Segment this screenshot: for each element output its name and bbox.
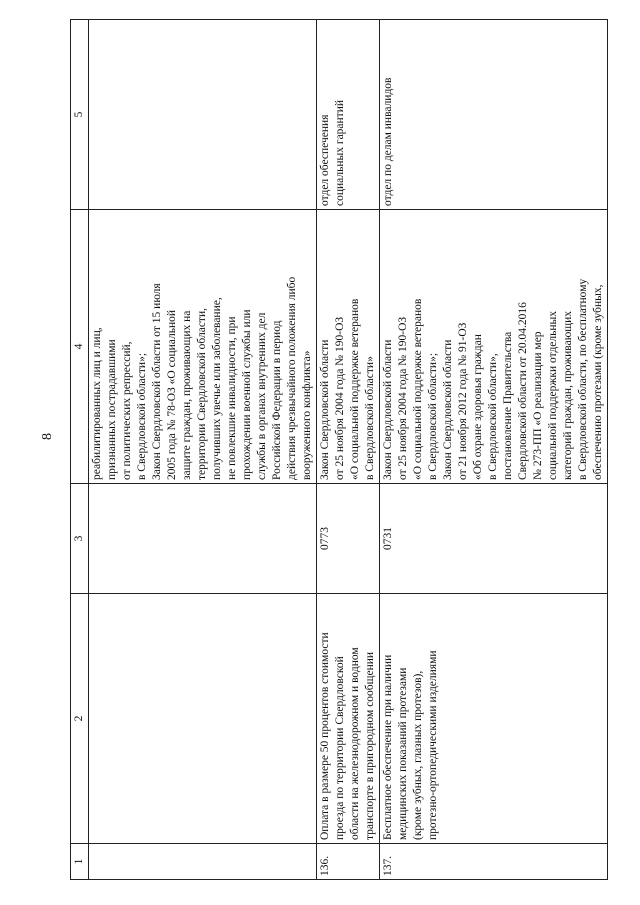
continuation-num-cell bbox=[89, 844, 317, 880]
law-line: реабилитированных лиц и лиц, bbox=[91, 327, 103, 480]
law-line: от политических репрессий, bbox=[121, 341, 133, 480]
responsible-department bbox=[380, 20, 608, 210]
continuation-department-cell bbox=[89, 20, 317, 210]
continuation-law-cell bbox=[89, 210, 317, 484]
header-col-1: 1 bbox=[71, 844, 89, 880]
header-col-5: 5 bbox=[71, 20, 89, 210]
law-line: «Об охране здоровья граждан bbox=[472, 334, 484, 480]
legal-basis bbox=[380, 210, 608, 484]
service-line: транспорте в пригородном сообщении bbox=[364, 651, 376, 840]
department-line: отдел обеспечения bbox=[319, 114, 331, 206]
continuation-row bbox=[89, 20, 317, 880]
table-row-137 bbox=[380, 20, 608, 880]
law-line: вооруженного конфликта» bbox=[301, 350, 313, 480]
law-line: защите граждан, проживающих на bbox=[181, 310, 193, 480]
law-line: Закон Свердловской области bbox=[319, 339, 331, 480]
continuation-code-cell bbox=[89, 484, 317, 594]
rotated-table-sheet bbox=[70, 20, 640, 880]
row-number: 136. bbox=[317, 844, 380, 880]
service-code: 0773 bbox=[317, 484, 380, 594]
service-line: медицинских показаний протезами bbox=[397, 667, 409, 840]
law-line: категорий граждан, проживающих bbox=[562, 310, 574, 480]
service-description bbox=[380, 594, 608, 844]
law-line: Свердловской области от 20.04.2016 bbox=[517, 302, 529, 480]
law-line: постановление Правительства bbox=[502, 331, 514, 480]
service-line: протезно-ортопедическими изделиями bbox=[427, 650, 439, 840]
law-line: признанных пострадавшими bbox=[106, 339, 118, 480]
page-number: 8 bbox=[40, 433, 55, 440]
department-line: социальных гарантий bbox=[334, 99, 346, 206]
header-col-4: 4 bbox=[71, 210, 89, 484]
law-line: в Свердловской области» bbox=[364, 356, 376, 480]
law-line: в Свердловской области, по бесплатному bbox=[577, 278, 589, 480]
table-row-136 bbox=[317, 20, 380, 880]
service-code: 0731 bbox=[380, 484, 608, 594]
service-description bbox=[317, 594, 380, 844]
department-line: отдел по делам инвалидов bbox=[382, 77, 394, 206]
service-line: Оплата в размере 50 процентов стоимости bbox=[319, 632, 331, 840]
service-line: Бесплатное обеспечение при наличии bbox=[382, 654, 394, 840]
responsible-department bbox=[317, 20, 380, 210]
law-line: «О социальной поддержке ветеранов bbox=[349, 298, 361, 480]
row-number: 137. bbox=[380, 844, 608, 880]
continuation-service-cell bbox=[89, 594, 317, 844]
header-row bbox=[71, 20, 89, 880]
law-line: получивших увечье или заболевание, bbox=[211, 297, 223, 480]
law-line: от 25 ноября 2004 года № 190-ОЗ bbox=[334, 316, 346, 480]
services-table bbox=[70, 19, 608, 880]
law-line: обеспечению протезами (кроме зубных, bbox=[592, 284, 604, 480]
law-line: Российской Федерации в период bbox=[271, 320, 283, 480]
service-line: (кроме зубных, глазных протезов), bbox=[412, 670, 424, 840]
law-line: Закон Свердловской области от 15 июля bbox=[151, 283, 163, 480]
law-line: в Свердловской области», bbox=[487, 353, 499, 480]
law-line: не повлекшие инвалидности, при bbox=[226, 316, 238, 480]
law-line: Закон Свердловской области bbox=[442, 339, 454, 480]
law-line: в Свердловской области»; bbox=[427, 352, 439, 480]
law-line: от 25 ноября 2004 года № 190-ОЗ bbox=[397, 316, 409, 480]
law-line: социальной поддержки отдельных bbox=[547, 310, 559, 480]
law-line: № 273-ПП «О реализации мер bbox=[532, 331, 544, 480]
legal-basis bbox=[317, 210, 380, 484]
law-line: службы в органах внутренних дел bbox=[256, 312, 268, 480]
law-line: в Свердловской области»; bbox=[136, 352, 148, 480]
law-line: Закон Свердловской области bbox=[382, 339, 394, 480]
law-line: территории Свердловской области, bbox=[196, 308, 208, 480]
law-line: 2005 года № 78-ОЗ «О социальной bbox=[166, 309, 178, 480]
header-col-3: 3 bbox=[71, 484, 89, 594]
law-line: действия чрезвычайного положения либо bbox=[286, 276, 298, 480]
law-line: от 21 ноября 2012 года № 91-ОЗ bbox=[457, 322, 469, 480]
service-line: области на железнодорожном и водном bbox=[349, 647, 361, 840]
law-line: прохождении военной службы или bbox=[241, 309, 253, 480]
law-line: «О социальной поддержке ветеранов bbox=[412, 298, 424, 480]
header-col-2: 2 bbox=[71, 594, 89, 844]
service-line: проезда по территории Свердловской bbox=[334, 656, 346, 840]
